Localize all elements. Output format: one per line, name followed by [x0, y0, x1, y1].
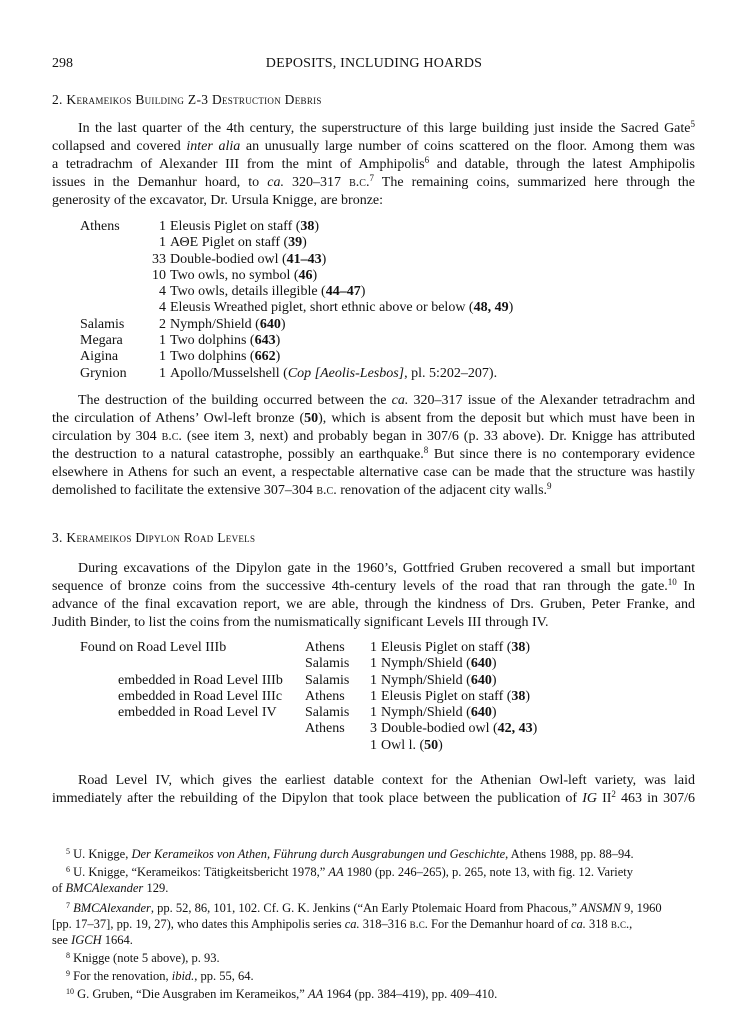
coin-table-row [0, 317, 748, 333]
mint-name: Aigina [80, 349, 119, 365]
coin-description: Nymph/Shield (640) [381, 705, 497, 721]
coin-quantity: 3 [370, 721, 377, 737]
coin-description: Nymph/Shield (640) [381, 656, 497, 672]
coin-description: Two dolphins (643) [170, 333, 281, 349]
footnote-9: $^9$ For the renovation, ibid., pp. 55, 64. [66, 969, 254, 983]
road-level-table-row [0, 721, 748, 737]
coin-quantity: 1 [370, 640, 377, 655]
road-level-table-row [0, 705, 748, 721]
section-3-paragraph-2 [52, 772, 695, 808]
coin-table-row [0, 300, 748, 316]
coin-description: Two owls, no symbol (46) [170, 267, 318, 283]
text-line: the destruction to a natural catastrophe, possibly an earthquake.$^8$ But since there is no contemporary evidence [52, 445, 695, 462]
road-level-table-row [0, 656, 748, 672]
coin-quantity: 10 [152, 267, 166, 283]
text-line: issues in the Demanhur hoard, to ca. 320–317 b.c.$^7$ The remaining coins, summarized here through the [52, 173, 696, 190]
footnote-7: $^7$ BMCAlexander, pp. 52, 86, 101, 102. Cf. G. K. Jenkins (“An Early Ptolemaic Hoard from Phacous,” ANSMN 9, 1960 [66, 901, 662, 915]
coin-description: Two owls, details illegible (44–47) [170, 284, 366, 300]
coin-description: Nymph/Shield (640) [170, 316, 286, 332]
section-2-paragraph-1 [52, 120, 695, 210]
coin-description: Eleusis Piglet on staff (38) [381, 688, 531, 704]
mint-name: Salamis [305, 656, 350, 672]
coin-quantity: 1 [159, 349, 166, 365]
text-line: elsewhere in Athens for such an event, a respectable alternative case can be made that the structure was hastily [52, 465, 695, 480]
road-level-table-row [0, 673, 748, 689]
coin-table-row [0, 349, 748, 365]
road-level-table-row [0, 689, 748, 705]
mint-name: Salamis [305, 672, 350, 688]
text-line: the circulation of Athens’ Owl-left bronze (50), which is absent from the deposit but which must have been in [52, 411, 695, 426]
section-3-heading: 3. Kerameikos Dipylon Road Levels [52, 530, 256, 545]
coin-description: Apollo/Musselshell (Cop [Aeolis-Lesbos], pl. 5:202–207). [170, 365, 498, 381]
footnotes [52, 846, 695, 1002]
text-line: a tetradrachm of Alexander III from the mint of Amphipolis$^6$ and datable, through the latest Amphipolis [52, 155, 695, 172]
coin-table-row [0, 366, 748, 382]
page-number: 298 [52, 56, 73, 71]
coin-description: ΑΘΕ Piglet on staff (39) [170, 235, 307, 251]
road-level-label: embedded in Road Level IIIc [118, 688, 283, 704]
coin-description: Eleusis Piglet on staff (38) [381, 640, 531, 655]
coin-table-row [0, 284, 748, 300]
coin-description: Nymph/Shield (640) [381, 672, 497, 688]
text-line: The destruction of the building occurred between the ca. 320–317 issue of the Alexander tetradrachm and [78, 393, 696, 408]
text-line: advance of the final excavation report, we are able, through the kindness of Drs. Gruben, Peter Franke, and [52, 597, 695, 612]
text-line: sequence of bronze coins from the successive 4th-century levels of the road that ran through the gate.$^{10}$ In [52, 577, 695, 594]
text-line: demolished to facilitate the extensive 307–304 b.c. renovation of the adjacent city walls.$^9$ [52, 481, 552, 498]
coin-quantity: 1 [370, 705, 377, 721]
running-title: DEPOSITS, INCLUDING HOARDS [265, 56, 483, 71]
mint-name: Grynion [80, 365, 127, 381]
road-level-label: embedded in Road Level IIIb [118, 672, 283, 688]
coin-description: Double-bodied owl (42, 43) [381, 721, 538, 737]
road-level-table-row [0, 738, 748, 754]
coin-quantity: 1 [370, 656, 377, 672]
footnote-6-cont: of BMCAlexander 129. [52, 881, 169, 895]
section-3-road-level-table [0, 640, 748, 754]
section-2-paragraph-2 [52, 392, 695, 500]
text-line: collapsed and covered inter alia an unusually large number of coins scattered on the floor. Among them was [52, 139, 695, 154]
coin-table-row [0, 333, 748, 349]
mint-name: Athens [80, 219, 120, 234]
coin-quantity: 1 [159, 235, 166, 251]
coin-quantity: 2 [159, 316, 166, 332]
coin-quantity: 4 [159, 284, 166, 300]
mint-name: Megara [80, 333, 123, 349]
coin-description: Eleusis Piglet on staff (38) [170, 219, 320, 234]
coin-description: Double-bodied owl (41–43) [170, 251, 327, 267]
text-line: generosity of the excavator, Dr. Ursula Knigge, are bronze: [52, 193, 384, 208]
mint-name: Salamis [80, 316, 125, 332]
coin-table-row [0, 252, 748, 268]
mint-name: Salamis [305, 705, 350, 721]
text-line: In the last quarter of the 4th century, the superstructure of this large building just inside the Sacred Gate$^5$ [78, 119, 695, 136]
text-line: immediately after the rebuilding of the Dipylon that took place between the publication of IG $II^2$ 463 in 307/6 [52, 789, 696, 806]
coin-description: Two dolphins (662) [170, 349, 281, 365]
coin-description: Eleusis Wreathed piglet, short ethnic above or below (48, 49) [170, 300, 514, 316]
mint-name: Athens [305, 688, 345, 704]
section-2-heading: 2. Kerameikos Building Z-3 Destruction Debris [52, 92, 322, 107]
coin-quantity: 1 [159, 333, 166, 349]
road-level-table-row [0, 640, 748, 656]
coin-quantity: 4 [159, 300, 166, 316]
coin-quantity: 1 [159, 219, 166, 234]
coin-quantity: 1 [370, 672, 377, 688]
footnote-6: $^6$ U. Knigge, “Kerameikos: Tätigkeitsbericht 1978,” AA 1980 (pp. 246–265), p. 265, note 13, with fig. 12. Variety [66, 865, 633, 879]
coin-quantity: 1 [159, 365, 166, 381]
road-level-label: embedded in Road Level IV [118, 705, 277, 721]
mint-name: Athens [305, 721, 345, 737]
mint-name: Athens [305, 640, 345, 655]
footnote-8: $^8$ Knigge (note 5 above), p. 93. [66, 951, 220, 965]
coin-quantity: 1 [370, 688, 377, 704]
text-line: circulation by 304 b.c. (see item 3, next) and probably began in 307/6 (p. 33 above). Dr. Knigge has attributed [52, 429, 695, 444]
coin-quantity: 33 [152, 251, 166, 267]
section-3-paragraph-1 [52, 560, 695, 632]
coin-quantity: 1 [370, 737, 377, 753]
text-line: Road Level IV, which gives the earliest datable context for the Athenian Owl-left variety, was laid [78, 773, 695, 788]
section-2-coin-table [0, 219, 748, 382]
road-level-label: Found on Road Level IIIb [80, 640, 227, 655]
footnote-5: $^5$ U. Knigge, Der Kerameikos von Athen, Führung durch Ausgrabungen und Geschichte, Athens 1988, pp. 88–94. [66, 847, 634, 861]
coin-description: Owl l. (50) [381, 737, 443, 753]
footnote-7-cont: see IGCH 1664. [52, 933, 133, 947]
coin-table-row [0, 235, 748, 251]
coin-table-row [0, 268, 748, 284]
footnote-10: $^{10}$ G. Gruben, “Die Ausgraben im Kerameikos,” AA 1964 (pp. 384–419), pp. 409–410. [66, 987, 498, 1001]
coin-table-row [0, 219, 748, 235]
text-line: During excavations of the Dipylon gate in the 1960’s, Gottfried Gruben recovered a small but important [78, 561, 695, 576]
text-line: Judith Binder, to list the coins from the numismatically significant Levels III through IV. [52, 615, 549, 630]
footnote-7-cont: [pp. 17–37], pp. 19, 27), who dates this Amphipolis series ca. 318–316 b.c. For the Demanhur hoard of ca. 318 b.c., [52, 917, 633, 931]
